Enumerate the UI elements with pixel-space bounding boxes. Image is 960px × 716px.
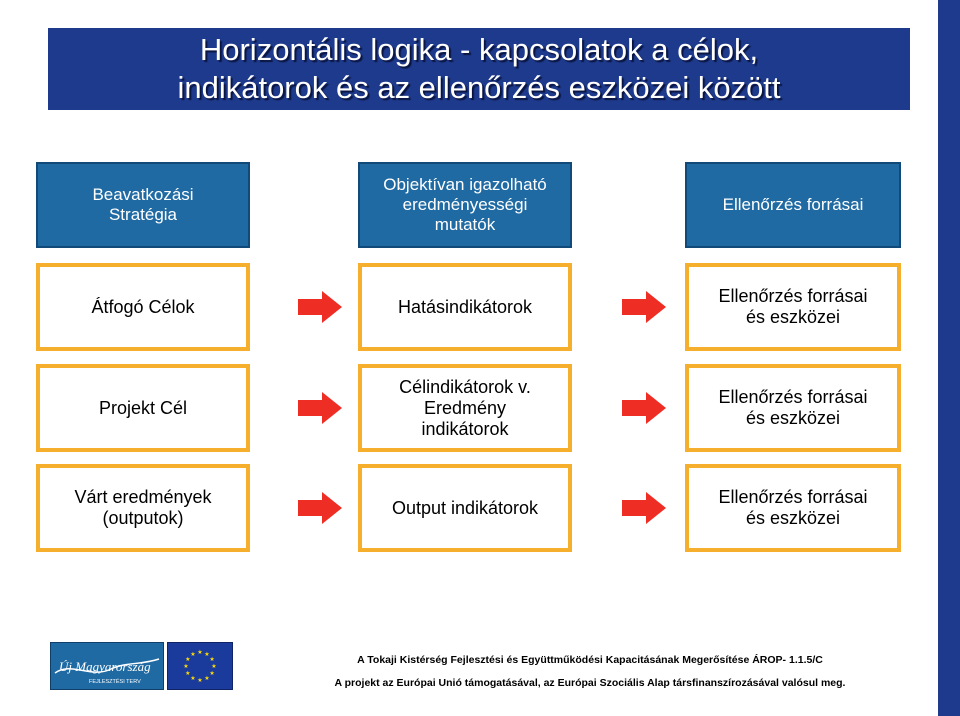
header-intervention-strategy-label: Beavatkozási Stratégia <box>92 185 194 224</box>
uj-magyarorszag-logo-graphic <box>51 643 163 689</box>
row1-indicator <box>358 263 572 351</box>
logo-hu-text: Új Magyarország <box>59 659 151 674</box>
row2-objective <box>36 364 250 452</box>
eu-star-icon: ★ <box>197 678 203 684</box>
title-line-2: indikátorok és az ellenőrzés eszközei között <box>177 70 781 105</box>
header-intervention-strategy <box>36 162 250 248</box>
eu-star-icon: ★ <box>185 671 191 677</box>
row3-verification-label: Ellenőrzés forrásai és eszközei <box>718 487 868 528</box>
title-banner <box>48 28 910 110</box>
eu-star-icon: ★ <box>183 664 189 670</box>
row1-arrow-2-icon <box>622 291 666 323</box>
row2-verification <box>685 364 901 452</box>
header-verification-sources <box>685 162 901 248</box>
uj-magyarorszag-logo <box>50 642 164 690</box>
footer-line-1: A Tokaji Kistérség Fejlesztési és Együttműködési Kapacitásának Megerősítése ÁROP- 1.1.5/C <box>357 654 823 666</box>
row3-indicator-label: Output indikátorok <box>391 497 539 518</box>
row2-indicator <box>358 364 572 452</box>
eu-star-icon: ★ <box>209 657 215 663</box>
row2-objective-label: Projekt Cél <box>98 397 188 418</box>
row1-verification <box>685 263 901 351</box>
eu-star-icon: ★ <box>185 657 191 663</box>
row2-arrow-2-icon <box>622 392 666 424</box>
eu-star-icon: ★ <box>190 651 196 658</box>
row3-arrow-2-icon <box>622 492 666 524</box>
eu-star-icon: ★ <box>190 676 196 683</box>
row2-indicator-label: Célindikátorok v. Eredmény indikátorok <box>399 376 531 439</box>
row1-verification-label: Ellenőrzés forrásai és eszközei <box>718 286 868 327</box>
row3-arrow-1-icon <box>298 492 342 524</box>
row3-indicator <box>358 464 572 552</box>
eu-star-icon: ★ <box>197 650 203 656</box>
row1-objective-label: Átfogó Célok <box>91 296 195 317</box>
eu-star-icon: ★ <box>209 671 215 677</box>
eu-star-icon: ★ <box>204 651 210 658</box>
row3-verification <box>685 464 901 552</box>
row1-arrow-1-icon <box>298 291 342 323</box>
title-line-1: Horizontális logika - kapcsolatok a célok, <box>199 32 759 67</box>
footer-line-2: A projekt az Európai Unió támogatásával, az Európai Szociális Alap társfinanszírozásával valósul meg. <box>334 677 846 689</box>
eu-star-icon: ★ <box>204 676 210 683</box>
header-verification-sources-label: Ellenőrzés forrásai <box>722 195 864 214</box>
row3-objective <box>36 464 250 552</box>
row3-objective-label: Várt eredmények (outputok) <box>74 487 212 528</box>
right-edge-stripe <box>938 0 960 716</box>
row1-indicator-label: Hatásindikátorok <box>397 296 533 317</box>
eu-flag-icon <box>168 643 232 689</box>
header-verifiable-indicators-label: Objektívan igazolható eredményességi mutatók <box>383 175 547 234</box>
eu-star-icon: ★ <box>211 664 217 670</box>
header-verifiable-indicators <box>358 162 572 248</box>
row2-verification-label: Ellenőrzés forrásai és eszközei <box>718 387 868 428</box>
row2-arrow-1-icon <box>298 392 342 424</box>
logo-hu-subtext: FEJLESZTÉSI TERV <box>89 679 141 685</box>
eu-flag-logo <box>167 642 233 690</box>
row1-objective <box>36 263 250 351</box>
